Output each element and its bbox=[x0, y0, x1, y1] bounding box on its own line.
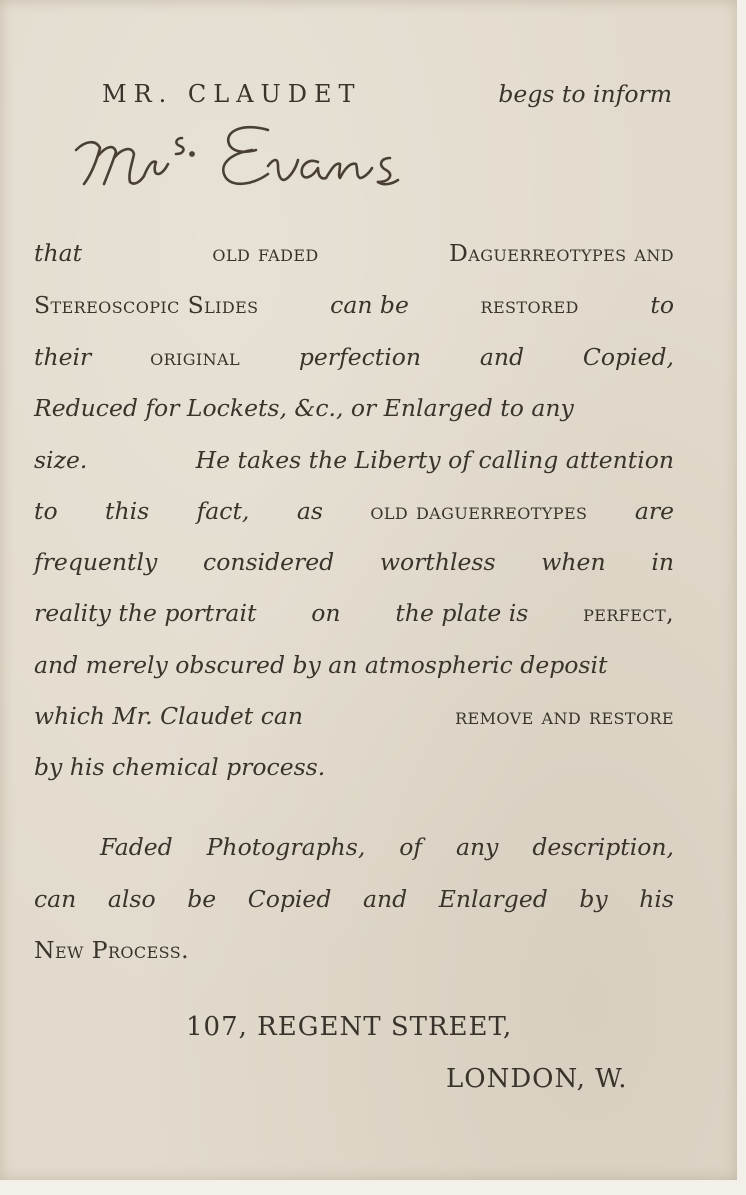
body-line-7 bbox=[34, 547, 674, 577]
header-name: MR. CLAUDET bbox=[102, 80, 362, 108]
scan-margin-right bbox=[737, 0, 746, 1195]
body-word: to bbox=[34, 497, 58, 525]
body-phrase-old-faded: old faded bbox=[212, 239, 319, 267]
body-line-8 bbox=[34, 598, 674, 628]
body-word: Copied, bbox=[582, 343, 674, 371]
postscript-word: his bbox=[639, 885, 674, 913]
handwritten-addressee-signature bbox=[72, 108, 432, 208]
postscript-word: be bbox=[187, 885, 217, 913]
postscript-word: also bbox=[107, 885, 156, 913]
postscript-word: Photographs, bbox=[206, 833, 366, 861]
body-phrase-stereoscopic: Stereoscopic Slides bbox=[34, 291, 259, 319]
body-word: considered bbox=[203, 548, 335, 576]
body-word: fact, bbox=[196, 497, 250, 525]
card-header bbox=[102, 80, 672, 108]
postscript-line-2 bbox=[34, 884, 674, 914]
body-word: are bbox=[634, 497, 674, 525]
body-word: and bbox=[479, 343, 525, 371]
body-word: worthless bbox=[379, 548, 496, 576]
body-line-6 bbox=[34, 496, 674, 526]
body-phrase: reality the portrait bbox=[34, 599, 257, 627]
handwritten-addressee bbox=[72, 108, 432, 208]
body-word: that bbox=[34, 239, 83, 267]
body-line-4: Reduced for Lockets, &c., or Enlarged to any bbox=[34, 394, 574, 422]
postscript-word: Faded bbox=[100, 833, 173, 861]
body-phrase-daguerreotypes: Daguerreotypes and bbox=[449, 239, 674, 267]
body-word: can be bbox=[330, 291, 409, 319]
postscript-word: can bbox=[34, 885, 77, 913]
postscript-word: description, bbox=[532, 833, 674, 861]
body-word: as bbox=[296, 497, 323, 525]
address-city: LONDON, W. bbox=[446, 1064, 628, 1094]
body-word: perfection bbox=[298, 343, 422, 371]
body-phrase-old-daguerreotypes: old daguerreotypes bbox=[370, 497, 588, 525]
body-phrase: which Mr. Claudet can bbox=[34, 702, 303, 730]
postscript-line-1 bbox=[100, 832, 674, 862]
body-line-11: by his chemical process. bbox=[34, 753, 326, 781]
body-line-3 bbox=[34, 342, 674, 372]
body-line-5 bbox=[34, 445, 674, 475]
body-word: this bbox=[105, 497, 150, 525]
postscript-line-3: New Process. bbox=[34, 936, 189, 964]
postscript-word: Copied bbox=[247, 885, 332, 913]
address-street: 107, REGENT STREET, bbox=[186, 1012, 513, 1042]
body-phrase: He takes the Liberty of calling attention bbox=[195, 446, 674, 474]
body-word: frequently bbox=[34, 548, 158, 576]
body-phrase: the plate is bbox=[395, 599, 529, 627]
scan-margin-bottom bbox=[0, 1180, 746, 1195]
body-phrase-remove-restore: remove and restore bbox=[455, 702, 674, 730]
body-word-original: original bbox=[150, 343, 241, 371]
header-tail: begs to inform bbox=[498, 80, 672, 108]
postscript-word: of bbox=[399, 833, 423, 861]
postscript-word: by bbox=[579, 885, 608, 913]
body-word: in bbox=[651, 548, 674, 576]
body-word: to bbox=[650, 291, 674, 319]
body-line-2 bbox=[34, 290, 674, 320]
postscript-word: and bbox=[362, 885, 408, 913]
body-line-1 bbox=[34, 238, 674, 268]
body-word-restored: restored bbox=[480, 291, 579, 319]
body-line-10 bbox=[34, 701, 674, 731]
body-word-perfect: perfect, bbox=[583, 599, 674, 627]
body-word: on bbox=[311, 599, 341, 627]
body-word: their bbox=[34, 343, 92, 371]
postscript-word: any bbox=[455, 833, 499, 861]
body-line-9: and merely obscured by an atmospheric deposit bbox=[34, 651, 608, 679]
body-word: when bbox=[541, 548, 606, 576]
postscript-word: Enlarged bbox=[438, 885, 548, 913]
body-word: size. bbox=[34, 446, 88, 474]
